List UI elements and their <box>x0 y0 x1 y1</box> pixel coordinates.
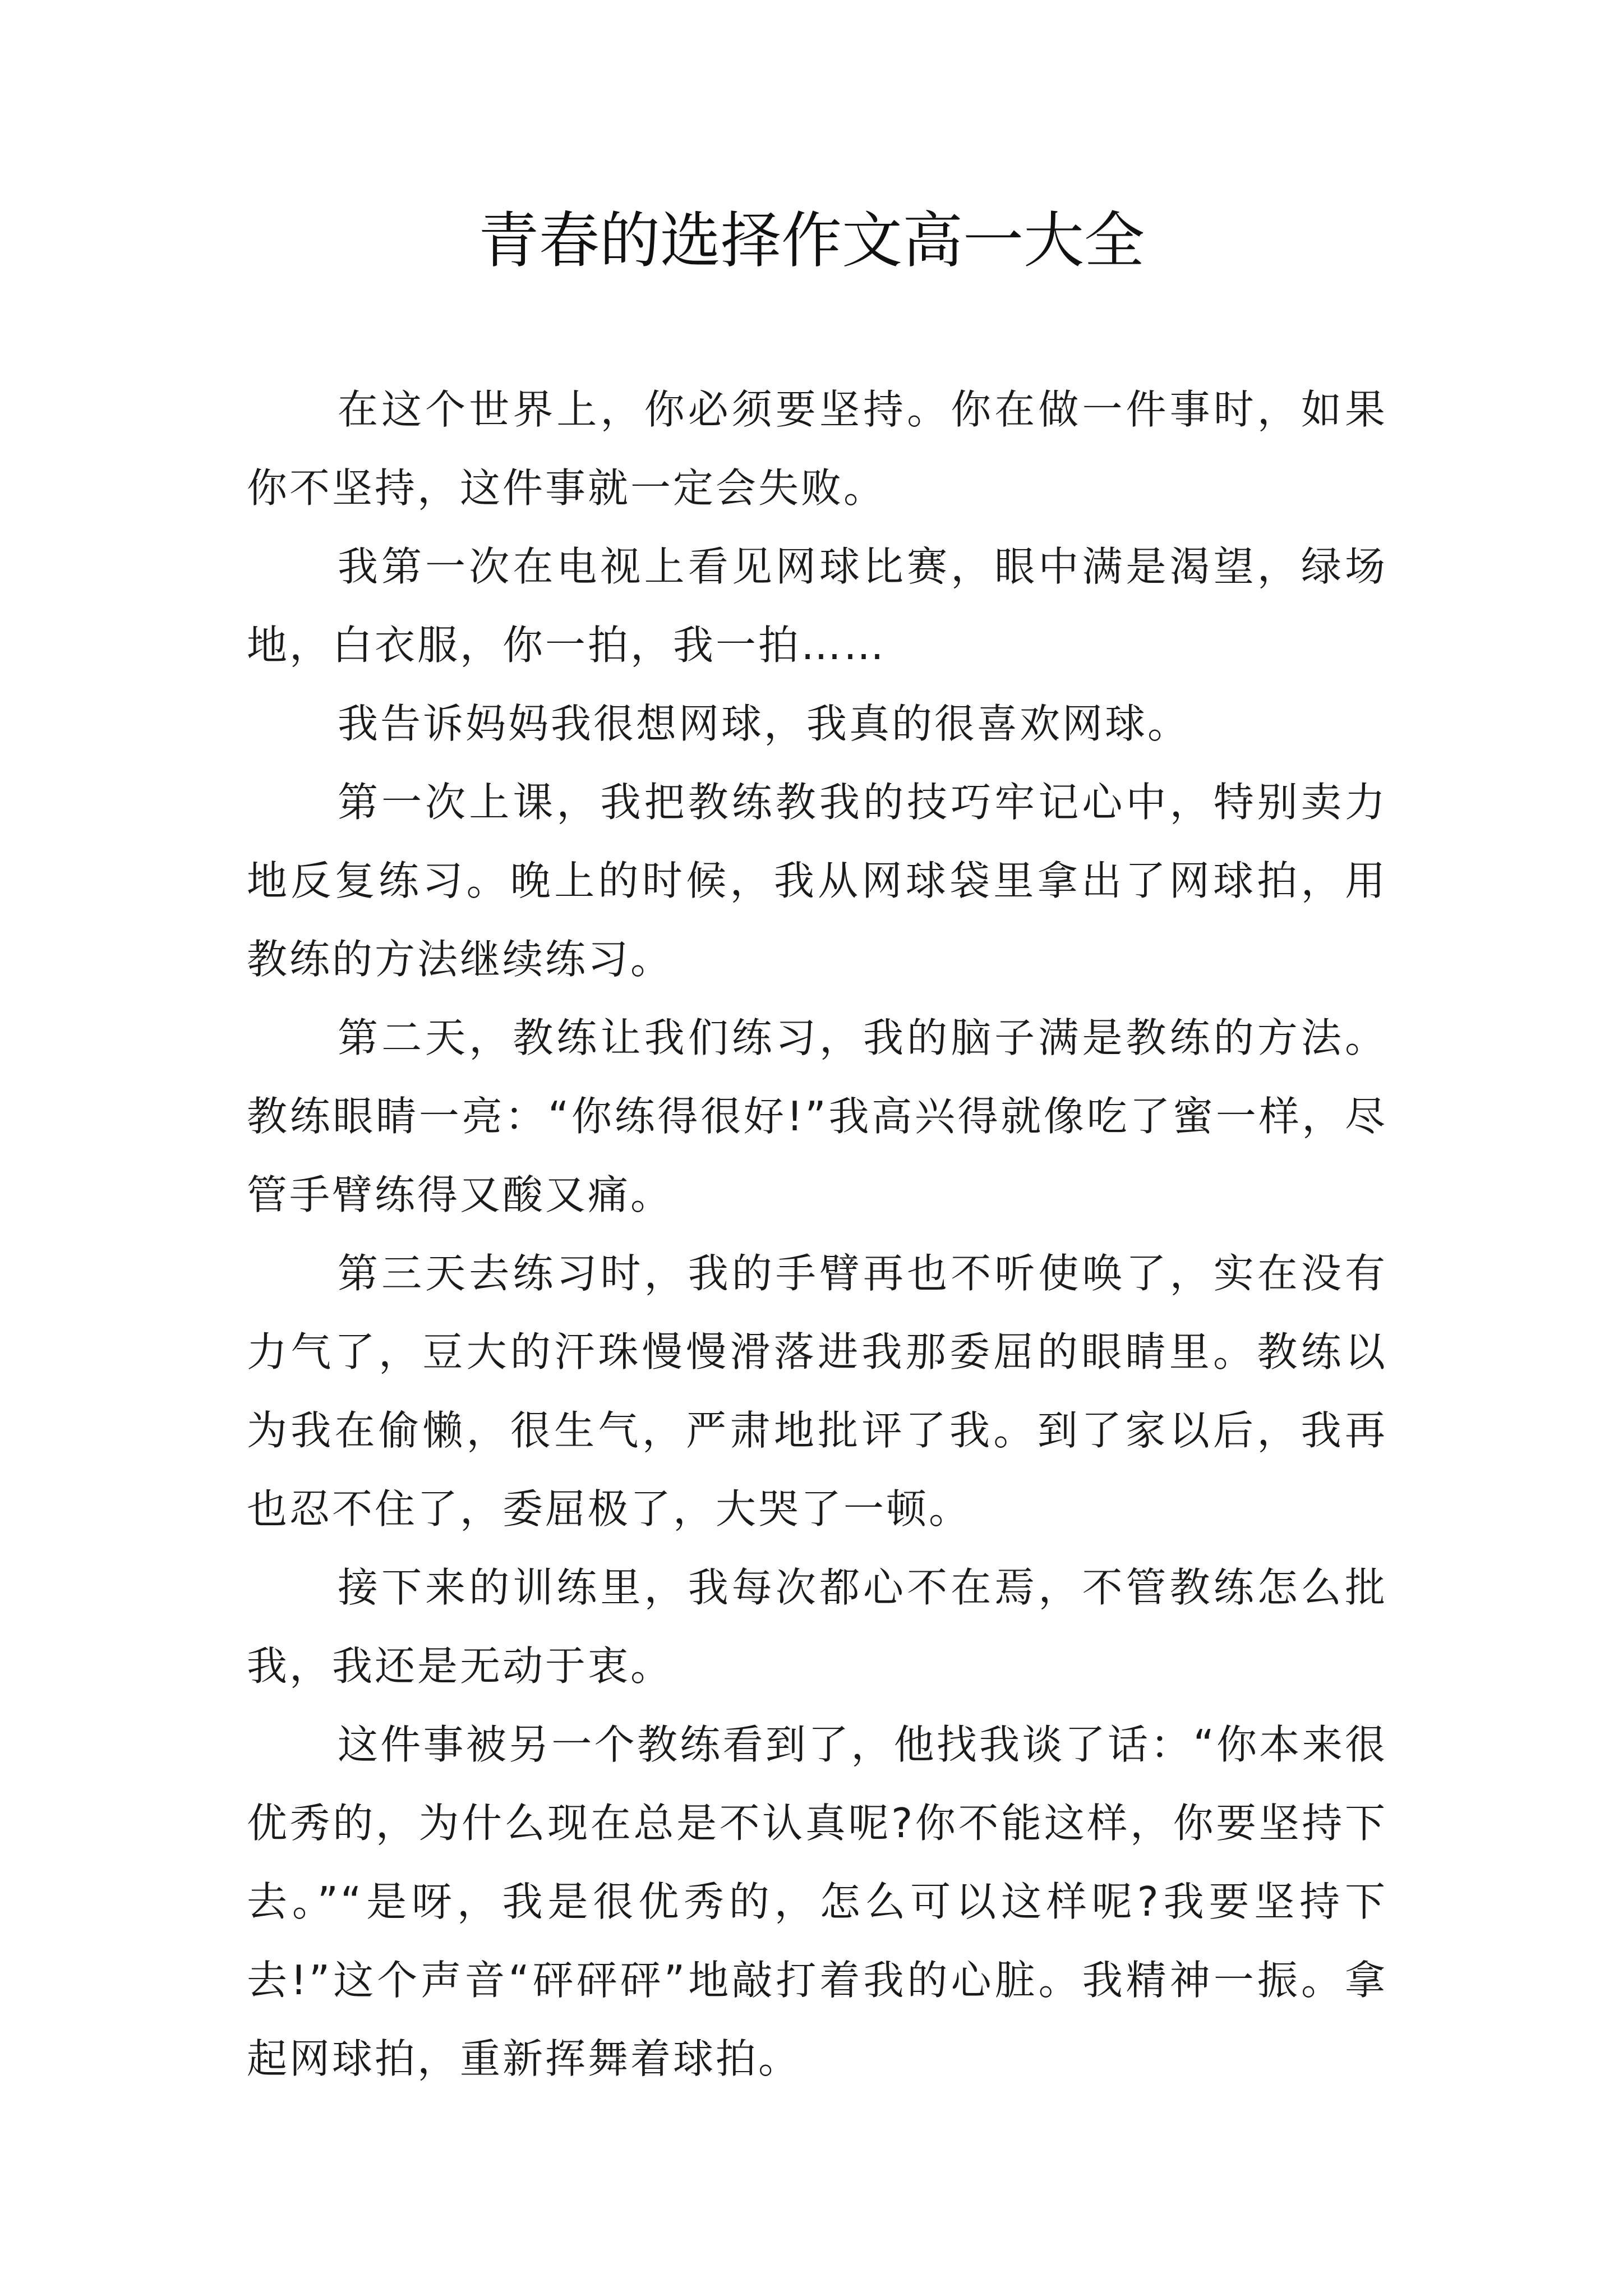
paragraph: 第二天，教练让我们练习，我的脑子满是教练的方法。教练眼睛一亮：“你练得很好!”我高兴得就像吃了蜜一样，尽管手臂练得又酸又痛。 <box>247 1014 1387 1218</box>
paragraph: 这件事被另一个教练看到了，他找我谈了话：“你本来很优秀的，为什么现在总是不认真呢?你不能这样，你要坚持下去。”“是呀，我是很优秀的，怎么可以这样呢?我要坚持下去!”这个声音“砰砰砰”地敲打着我的心脏。我精神一振。拿起网球拍，重新挥舞着球拍。 <box>247 1721 1387 2082</box>
paragraph: 接下来的训练里，我每次都心不在焉，不管教练怎么批我，我还是无动于衷。 <box>247 1564 1387 1690</box>
document-body <box>247 370 1387 2098</box>
document-title: 青春的选择作文高一大全 <box>478 206 1145 276</box>
paragraph: 我告诉妈妈我很想网球，我真的很喜欢网球。 <box>338 700 1191 747</box>
paragraph: 第一次上课，我把教练教我的技巧牢记心中，特别卖力地反复练习。晚上的时候，我从网球袋里拿出了网球拍，用教练的方法继续练习。 <box>247 779 1387 983</box>
paragraph: 我第一次在电视上看见网球比赛，眼中满是渴望，绿场地，白衣服，你一拍，我一拍…… <box>247 543 1387 669</box>
paragraph: 第三天去练习时，我的手臂再也不听使唤了，实在没有力气了，豆大的汗珠慢慢滑落进我那委屈的眼睛里。教练以为我在偷懒，很生气，严肃地批评了我。到了家以后，我再也忍不住了，委屈极了，大哭了一顿。 <box>247 1250 1387 1533</box>
paragraph: 在这个世界上，你必须要坚持。你在做一件事时，如果你不坚持，这件事就一定会失败。 <box>247 386 1387 512</box>
